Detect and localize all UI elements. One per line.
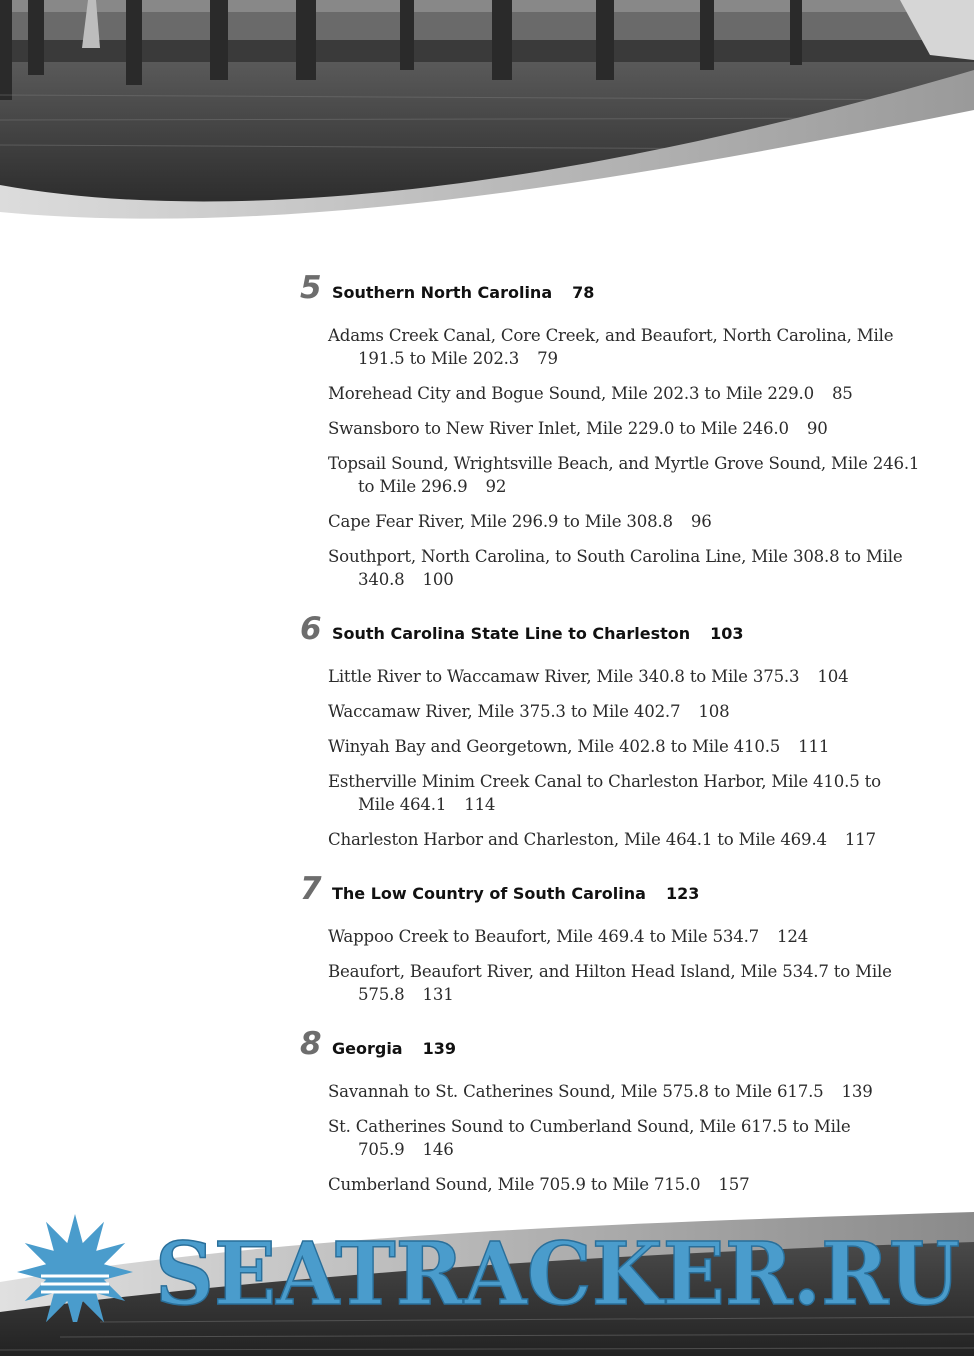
entry-text: Wappoo Creek to Beaufort, Mile 469.4 to Mile 534.7	[328, 927, 760, 946]
toc-entry	[300, 828, 920, 851]
chapter-page: 123	[665, 884, 700, 903]
entry-text: Little River to Waccamaw River, Mile 340.8 to Mile 375.3	[328, 667, 800, 686]
chapter-title: Georgia	[332, 1039, 403, 1058]
chapter-5	[300, 270, 920, 591]
entry-text: Waccamaw River, Mile 375.3 to Mile 402.7	[328, 702, 681, 721]
toc-entry	[300, 417, 920, 440]
toc-entry	[300, 665, 920, 688]
entry-text: Estherville Minim Creek Canal to Charleston Harbor, Mile 410.5 to Mile 464.1	[328, 772, 881, 814]
entry-page: 114	[464, 795, 496, 814]
toc-entry	[300, 382, 920, 405]
entry-page: 92	[485, 477, 507, 496]
entry-page: 79	[537, 349, 558, 368]
chapter-heading	[300, 270, 920, 314]
entry-text: St. Catherines Sound to Cumberland Sound, Mile 617.5 to Mile 705.9	[328, 1117, 851, 1159]
toc-entry	[300, 545, 920, 591]
entry-page: 100	[422, 570, 454, 589]
entry-text: Adams Creek Canal, Core Creek, and Beaufort, North Carolina, Mile 191.5 to Mile 202.3	[328, 326, 894, 368]
chapter-title: South Carolina State Line to Charleston	[332, 624, 691, 643]
toc-entry	[300, 1115, 920, 1161]
entry-page: 104	[817, 667, 849, 686]
sun-icon	[17, 1214, 133, 1322]
top-photo-banner	[0, 0, 974, 250]
entry-text: Swansboro to New River Inlet, Mile 229.0 to Mile 246.0	[328, 419, 789, 438]
entry-page: 124	[777, 927, 809, 946]
watermark-text: SEATRACKER.RU	[155, 1224, 960, 1322]
chapter-number: 7	[300, 871, 322, 907]
entry-page: 90	[806, 419, 828, 438]
toc-entry	[300, 735, 920, 758]
toc-entry	[300, 324, 920, 370]
chapter-number: 8	[300, 1026, 322, 1062]
entry-text: Cape Fear River, Mile 296.9 to Mile 308.8	[328, 512, 673, 531]
entry-page: 111	[798, 737, 830, 756]
entry-text: Morehead City and Bogue Sound, Mile 202.3 to Mile 229.0	[328, 384, 814, 403]
chapter-page: 103	[710, 624, 744, 643]
chapter-page: 78	[572, 283, 595, 302]
toc-entry	[300, 510, 920, 533]
toc-entry	[300, 1173, 920, 1196]
entry-text: Winyah Bay and Georgetown, Mile 402.8 to Mile 410.5	[328, 737, 781, 756]
entry-page: 139	[841, 1082, 873, 1101]
chapter-8	[300, 1026, 920, 1196]
chapter-title: Southern North Carolina	[332, 283, 553, 302]
entry-text: Southport, North Carolina, to South Carolina Line, Mile 308.8 to Mile 340.8	[328, 547, 903, 589]
chapter-7	[300, 871, 920, 1006]
chapter-title: The Low Country of South Carolina	[332, 884, 646, 903]
entry-page: 96	[690, 512, 712, 531]
toc-entry	[300, 960, 920, 1006]
entry-text: Beaufort, Beaufort River, and Hilton Head Island, Mile 534.7 to Mile 575.8	[328, 962, 892, 1004]
chapter-page: 139	[422, 1039, 457, 1058]
entry-page: 117	[844, 830, 876, 849]
entry-text: Topsail Sound, Wrightsville Beach, and Myrtle Grove Sound, Mile 246.1 to Mile 296.9	[328, 454, 920, 496]
toc-entry	[300, 1080, 920, 1103]
chapter-heading	[300, 1026, 920, 1070]
toc-entry	[300, 770, 920, 816]
entry-text: Savannah to St. Catherines Sound, Mile 575.8 to Mile 617.5	[328, 1082, 824, 1101]
watermark	[0, 1212, 974, 1322]
entry-page: 85	[831, 384, 853, 403]
chapter-number: 5	[300, 270, 322, 306]
entry-page: 157	[718, 1175, 750, 1194]
chapter-6	[300, 611, 920, 851]
chapter-heading	[300, 871, 920, 915]
chapter-heading	[300, 611, 920, 655]
entry-page: 131	[422, 985, 454, 1004]
toc-entry	[300, 700, 920, 723]
chapter-number: 6	[300, 611, 322, 647]
entry-text: Cumberland Sound, Mile 705.9 to Mile 715.0	[328, 1175, 701, 1194]
entry-text: Charleston Harbor and Charleston, Mile 464.1 to Mile 469.4	[328, 830, 827, 849]
table-of-contents	[300, 270, 920, 1216]
toc-entry	[300, 452, 920, 498]
entry-page: 108	[698, 702, 730, 721]
toc-entry	[300, 925, 920, 948]
entry-page: 146	[422, 1140, 454, 1159]
